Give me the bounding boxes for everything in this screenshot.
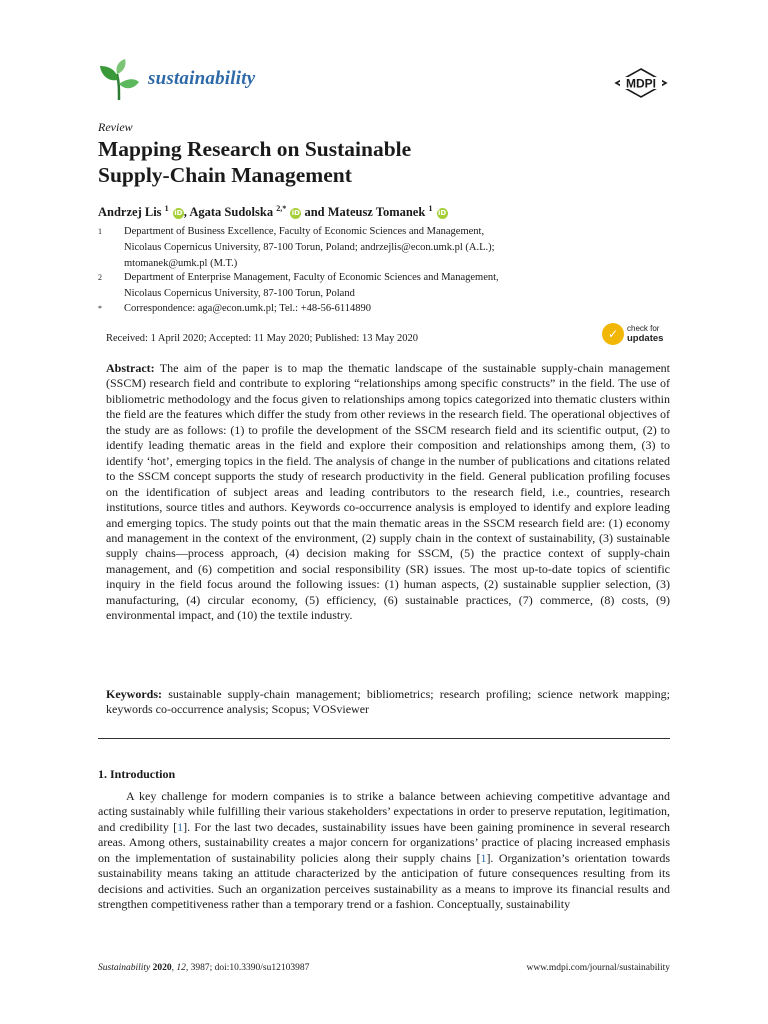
correspondence-mark: *	[98, 304, 102, 313]
affiliation-mark: 1	[98, 227, 102, 236]
mdpi-text: MDPI	[626, 76, 656, 91]
affiliation-mark: 2	[98, 273, 102, 282]
citation-link[interactable]: 1	[177, 819, 184, 834]
orcid-icon[interactable]: iD	[291, 209, 300, 218]
check-updates-line2: updates	[627, 333, 664, 344]
author-separator: ,	[183, 205, 187, 220]
author-affiliation-mark: 2,*	[276, 204, 287, 213]
journal-name: sustainability	[148, 68, 256, 89]
footer-doi[interactable]: , 3987; doi:10.3390/su12103987	[185, 963, 310, 973]
mdpi-logo	[614, 68, 668, 98]
title-line-1: Mapping Research on Sustainable	[98, 137, 412, 161]
author-name[interactable]: Agata Sudolska	[189, 205, 274, 220]
footer-journal: Sustainability	[98, 963, 151, 973]
intro-text-2: ]. For the last two decades, sustainability issues have been gaining prominence in several research areas. Among others, sustainability creates a major concern for organizations’ practice of placing increased emphasis on the implementation of sustainability policies along their supply chains [	[98, 819, 670, 865]
article-title	[98, 136, 618, 188]
section-heading: 1. Introduction	[98, 767, 176, 781]
footer-volume: 12	[176, 963, 186, 973]
footer-year: 2020	[152, 963, 172, 973]
orcid-icon[interactable]: iD	[437, 209, 447, 218]
affiliation-2	[98, 270, 668, 302]
title-line-2: Supply-Chain Management	[98, 163, 352, 187]
intro-text-3: ]. Organization’s orientation towards sustainability means taking an attitude characterized by the anticipation of future consequences resulting from its decisions and activities. Such an organization perceives sustainability as a means to improve its financial results and strengthen competitiveness rather than a temporary trend or a fashion. Conceptually, sustainability	[98, 850, 670, 912]
introduction-paragraph	[98, 789, 670, 913]
citation-link[interactable]: 1	[480, 850, 487, 865]
bookmark-check-icon: ✓	[602, 323, 624, 345]
leaf-logo-icon	[97, 58, 141, 102]
section-divider	[98, 738, 670, 739]
article-type: Review	[98, 120, 133, 134]
keywords-text: sustainable supply-chain management; bibliometrics; research profiling; science network mapping; keywords co-occurrence analysis; Scopus; VOSviewer	[106, 687, 671, 717]
abstract	[106, 361, 670, 624]
affiliation-line: Department of Business Excellence, Faculty of Economic Sciences and Management,	[124, 226, 485, 237]
keywords-label: Keywords:	[106, 687, 162, 701]
author-name[interactable]: Andrzej Lis	[98, 205, 162, 220]
footer-citation: Sustainability 2020, 12, 3987; doi:10.3390/su12103987	[98, 963, 310, 973]
affiliation-line: mtomanek@umk.pl (M.T.)	[124, 258, 238, 269]
affiliation-line: Department of Enterprise Management, Faculty of Economic Sciences and Management,	[124, 272, 499, 283]
check-updates-line1: check for	[627, 324, 660, 333]
affiliation-line: Nicolaus Copernicus University, 87-100 Torun, Poland; andrzejlis@econ.umk.pl (A.L.);	[124, 242, 495, 253]
correspondence-line[interactable]: Correspondence: aga@econ.umk.pl; Tel.: +48-56-6114890	[124, 303, 371, 314]
author-name[interactable]: Mateusz Tomanek	[327, 205, 426, 220]
author-affiliation-mark: 1	[164, 204, 169, 213]
intro-text-1: A key challenge for modern companies is to strike a balance between achieving competitive advantage and acting sustainably while fulfilling their various stakeholders’ expectations in order to preserve reputation, legitimation, and credibility [	[98, 789, 670, 834]
author-list	[98, 204, 448, 220]
affiliation-1	[98, 224, 668, 272]
footer-url[interactable]: www.mdpi.com/journal/sustainability	[526, 963, 670, 973]
check-for-updates-badge[interactable]	[602, 323, 672, 347]
author-separator: and	[304, 205, 325, 220]
abstract-text: The aim of the paper is to map the thematic landscape of the sustainable supply-chain management (SSCM) research field and contribute to exploring “relationships among specific constructs” in the field. The use of bibliometric methodology and the focus given to relationships among topics categorized into thematic clusters within the field are the features which differ the study from other reviews in the research field. The operational objectives of the study are as follows: (1) to profile the development of the SSCM research field and its scientific output, (2) to identify leading thematic areas in the field and explore their composition and relationships among them, (3) to identify ‘hot’, emerging topics in the field. The analysis of change in the number of publications and citations related to the SSCM concept supports the study of research productivity in the field. General publication profiling focuses on the identification of subject areas and leading contributors to the research field, i.e., countries, research institutions, source titles and authors. Keywords co-occurrence analysis is employed to identify and explore leading and emerging topics. The study points out that the main thematic areas in the SSCM research field are: (1) economy and management in the context of the environment, (2) supply chain in the context of sustainability, (3) sustainable supply chains—process approach, (4) decision making for SSCM, (5) the practice context of supply-chain management, and (6) competition and social responsibility (SR) issues. The most up-to-date topics of scientific inquiry in the field focus around the following issues: (1) human aspects, (2) sustainable supplier selection, (3) manufacturing, (4) circular economy, (5) efficiency, (6) sustainable practices, (7) commerce, (8) costs, (9) environmental impact, and (10) the textile industry.	[106, 361, 670, 623]
abstract-label: Abstract:	[106, 361, 155, 375]
publication-dates: Received: 1 April 2020; Accepted: 11 May 2020; Published: 13 May 2020	[106, 333, 418, 344]
affiliation-line: Nicolaus Copernicus University, 87-100 Torun, Poland	[124, 288, 355, 299]
author-affiliation-mark: 1	[428, 204, 433, 213]
orcid-icon[interactable]: iD	[174, 209, 183, 218]
correspondence	[98, 301, 668, 317]
keywords	[106, 687, 670, 718]
